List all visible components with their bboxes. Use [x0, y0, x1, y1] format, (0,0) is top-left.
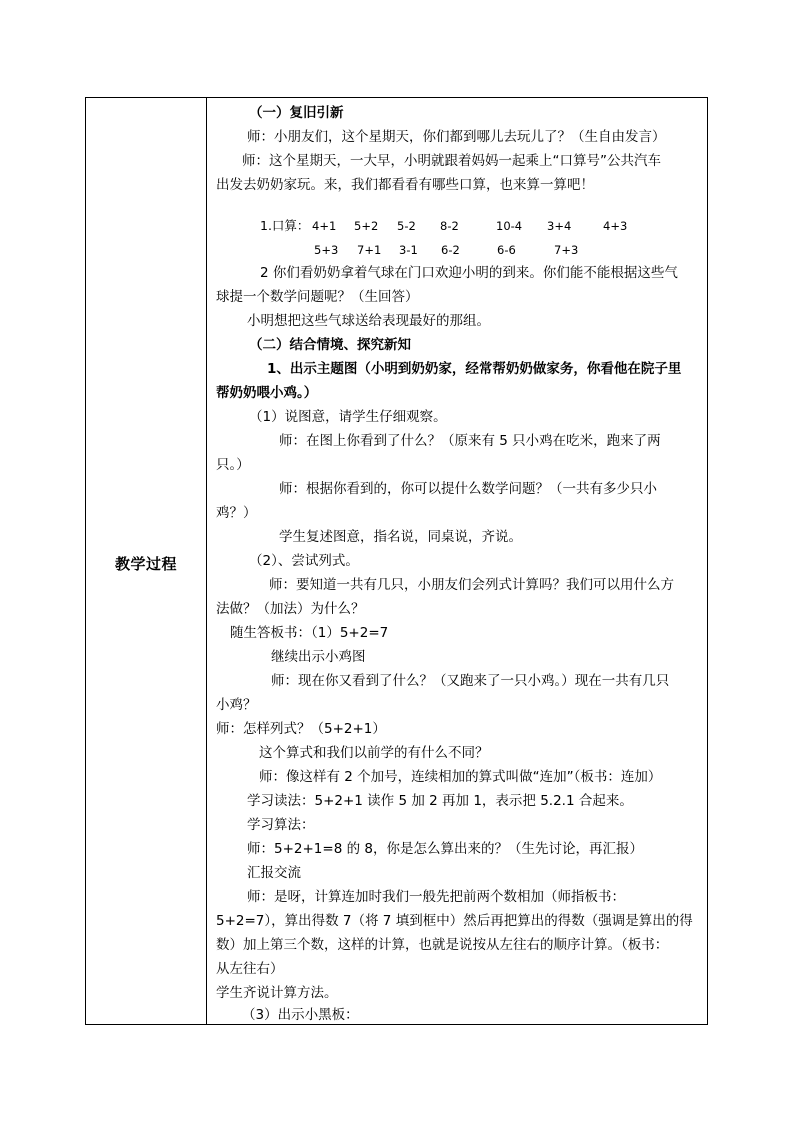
text-line: 小鸡？ — [216, 697, 257, 713]
text-line: 学习算法： — [247, 817, 315, 833]
text-line: 师：要知道一共有几只，小朋友们会列式计算吗？我们可以用什么方 — [269, 577, 674, 593]
text-line: 鸡？） — [216, 505, 257, 521]
text-line: 师：小朋友们，这个星期天，你们都到哪儿去玩儿了？（生自由发言） — [247, 129, 666, 145]
text-line: 汇报交流 — [247, 865, 301, 881]
text-line: 师：根据你看到的，你可以提什么数学问题？（一共有多少只小 — [279, 481, 657, 497]
oral-calc-label: 1.口算： — [260, 218, 310, 233]
text-line: 球提一个数学问题呢？（生回答） — [216, 289, 419, 305]
text-line: 师：在图上你看到了什么？（原来有 5 只小鸡在吃米，跑来了两 — [279, 433, 661, 449]
text-line: （3）出示小黑板： — [242, 1007, 359, 1023]
oral-item: 4+3 — [603, 219, 628, 233]
oral-item: 5+3 — [314, 243, 339, 257]
lesson-plan-table — [85, 97, 708, 1025]
oral-item: 3-1 — [399, 243, 418, 257]
section-label: 教学过程 — [114, 555, 177, 573]
oral-item: 4+1 — [312, 219, 337, 233]
text-line: 这个算式和我们以前学的有什么不同？ — [259, 745, 489, 761]
text-line: 师：5+2+1=8 的 8，你是怎么算出来的？（生先讨论，再汇报） — [247, 841, 643, 857]
text-line: 学生齐说计算方法。 — [216, 985, 338, 1001]
oral-item: 6-6 — [497, 243, 516, 257]
text-line: 师：这个星期天，一大早，小明就跟着妈妈一起乘上“口算号”公共汽车 — [242, 153, 661, 169]
text-line: 学生复述图意，指名说，同桌说，齐说。 — [279, 529, 522, 545]
text-line: 随生答板书：（1）5+2=7 — [230, 625, 389, 641]
oral-item: 5+2 — [354, 219, 379, 233]
text-line: 帮奶奶喂小鸡。） — [216, 385, 318, 401]
text-line: 从左往右） — [216, 961, 284, 977]
text-line: 5+2=7），算出得数 7（将 7 填到框中）然后再把算出的得数（强调是算出的得 — [216, 913, 693, 929]
text-line: 师：现在你又看到了什么？（又跑来了一只小鸡。）现在一共有几只 — [271, 673, 670, 689]
text-line: （1）说图意，请学生仔细观察。 — [249, 409, 447, 425]
text-line: 继续出示小鸡图 — [271, 649, 366, 665]
text-line: 出发去奶奶家玩。来，我们都看看有哪些口算，也来算一算吧！ — [216, 177, 594, 193]
section-label-cell — [86, 98, 207, 1024]
text-line: 小明想把这些气球送给表现最好的那组。 — [247, 313, 490, 329]
text-line: 数）加上第三个数，这样的计算，也就是说按从左往右的顺序计算。（板书： — [216, 937, 669, 953]
oral-item: 6-2 — [441, 243, 460, 257]
text-line: 学习读法：5+2+1 读作 5 加 2 再加 1，表示把 5.2.1 合起来。 — [247, 793, 633, 809]
oral-item: 7+1 — [357, 243, 382, 257]
oral-item: 10-4 — [496, 219, 523, 233]
oral-item: 3+4 — [547, 219, 572, 233]
oral-item: 5-2 — [397, 219, 416, 233]
text-line: 2 你们看奶奶拿着气球在门口欢迎小明的到来。你们能不能根据这些气 — [260, 265, 678, 281]
content-cell — [207, 98, 707, 1024]
text-line: 师：怎样列式？（5+2+1） — [216, 721, 386, 737]
text-line: 师：像这样有 2 个加号，连续相加的算式叫做“连加”（板书：连加） — [259, 769, 662, 785]
text-line: 法做？（加法）为什么？ — [216, 601, 365, 617]
oral-item: 8-2 — [440, 219, 459, 233]
heading-review: （一）复旧引新 — [249, 105, 344, 121]
oral-item: 7+3 — [554, 243, 579, 257]
heading-explore: （二）结合情境、探究新知 — [249, 337, 411, 353]
text-line: 师：是呀，计算连加时我们一般先把前两个数相加（师指板书： — [247, 889, 625, 905]
text-line: （2）、尝试列式。 — [249, 553, 359, 569]
text-line: 只。） — [216, 457, 250, 473]
text-line: 1、出示主题图（小明到奶奶家，经常帮奶奶做家务，你看他在院子里 — [267, 361, 682, 377]
